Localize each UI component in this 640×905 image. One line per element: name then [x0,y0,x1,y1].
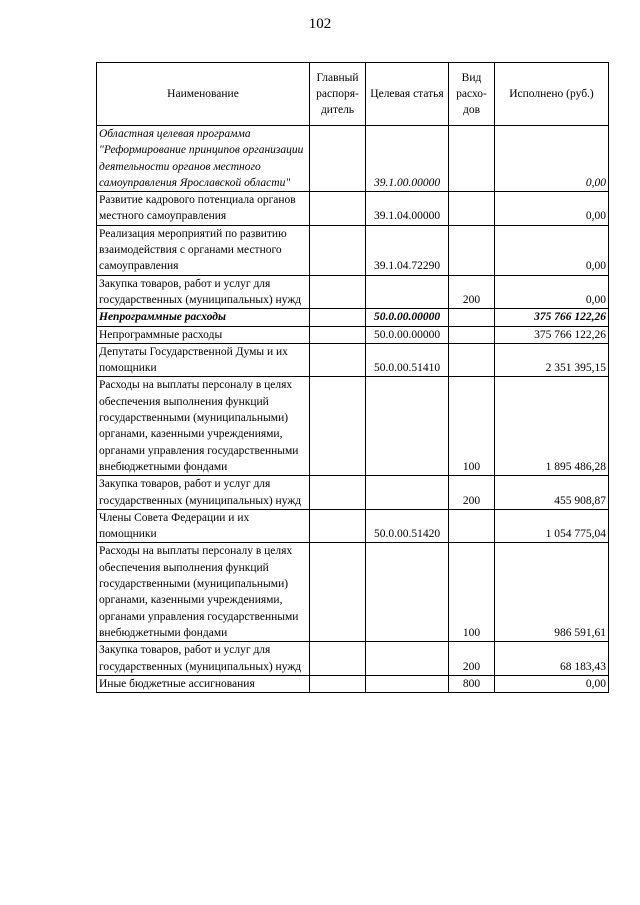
cell-article: 50.0.00.00000 [366,326,449,343]
cell-kind [449,326,495,343]
cell-distributor [310,275,366,309]
header-distributor: Главный распоря-дитель [310,63,366,126]
cell-distributor [310,192,366,226]
cell-kind: 100 [449,377,495,476]
cell-kind: 200 [449,275,495,309]
cell-article: 39.1.00.00000 [366,126,449,192]
cell-name: Иные бюджетные ассигнования [97,675,310,692]
cell-distributor [310,126,366,192]
header-amount: Исполнено (руб.) [495,63,609,126]
cell-distributor [310,377,366,476]
table-row [97,509,609,543]
cell-name: Областная целевая программа "Реформирование принципов организации деятельности органов местного самоуправления Ярославской области" [97,126,310,192]
cell-distributor [310,309,366,326]
cell-article [366,543,449,642]
cell-amount: 986 591,61 [495,543,609,642]
cell-article: 39.1.04.72290 [366,225,449,275]
cell-article [366,476,449,510]
table-row [97,326,609,343]
cell-distributor [310,476,366,510]
table-row [97,543,609,642]
cell-distributor [310,642,366,676]
cell-kind [449,309,495,326]
cell-distributor [310,225,366,275]
cell-name: Закупка товаров, работ и услуг для государственных (муниципальных) нужд [97,476,310,510]
table-row [97,642,609,676]
cell-kind [449,509,495,543]
cell-kind [449,126,495,192]
page-number: 102 [308,16,332,32]
cell-amount: 2 351 395,15 [495,343,609,377]
cell-article [366,642,449,676]
cell-distributor [310,543,366,642]
cell-name: Расходы на выплаты персоналу в целях обеспечения выполнения функций государственными (муниципальными) органами, казенными учреждениями, органами управления государственными внебюджетными фондами [97,377,310,476]
cell-amount: 0,00 [495,192,609,226]
cell-kind [449,343,495,377]
table-row [97,675,609,692]
cell-amount: 0,00 [495,675,609,692]
cell-name: Закупка товаров, работ и услуг для государственных (муниципальных) нужд [97,642,310,676]
cell-name: Непрограммные расходы [97,309,310,326]
cell-kind [449,192,495,226]
cell-kind: 800 [449,675,495,692]
cell-kind: 200 [449,642,495,676]
cell-name: Члены Совета Федерации и их помощники [97,509,310,543]
header-kind: Вид расхо-дов [449,63,495,126]
cell-distributor [310,343,366,377]
cell-article [366,377,449,476]
table-row [97,275,609,309]
table-row [97,476,609,510]
table-header-row [97,63,609,126]
table-row [97,309,609,326]
cell-name: Непрограммные расходы [97,326,310,343]
cell-amount: 0,00 [495,275,609,309]
cell-kind [449,225,495,275]
cell-article [366,675,449,692]
cell-amount: 1 054 775,04 [495,509,609,543]
table-row [97,192,609,226]
budget-execution-table [96,62,609,693]
cell-name: Расходы на выплаты персоналу в целях обеспечения выполнения функций государственными (муниципальными) органами, казенными учреждениями, органами управления государственными внебюджетными фондами [97,543,310,642]
cell-article: 50.0.00.00000 [366,309,449,326]
cell-name: Депутаты Государственной Думы и их помощники [97,343,310,377]
table-row [97,377,609,476]
header-name: Наименование [97,63,310,126]
cell-amount: 0,00 [495,225,609,275]
cell-amount: 375 766 122,26 [495,326,609,343]
cell-kind: 200 [449,476,495,510]
cell-distributor [310,675,366,692]
cell-amount: 0,00 [495,126,609,192]
cell-distributor [310,509,366,543]
cell-article: 39.1.04.00000 [366,192,449,226]
header-article: Целевая статья [366,63,449,126]
cell-article: 50.0.00.51410 [366,343,449,377]
table-row [97,225,609,275]
cell-article [366,275,449,309]
cell-name: Реализация мероприятий по развитию взаимодействия с органами местного самоуправления [97,225,310,275]
table-row [97,126,609,192]
cell-amount: 375 766 122,26 [495,309,609,326]
cell-name: Закупка товаров, работ и услуг для государственных (муниципальных) нужд [97,275,310,309]
table-row [97,343,609,377]
cell-kind: 100 [449,543,495,642]
cell-name: Развитие кадрового потенциала органов местного самоуправления [97,192,310,226]
cell-distributor [310,326,366,343]
cell-article: 50.0.00.51420 [366,509,449,543]
cell-amount: 1 895 486,28 [495,377,609,476]
cell-amount: 68 183,43 [495,642,609,676]
cell-amount: 455 908,87 [495,476,609,510]
